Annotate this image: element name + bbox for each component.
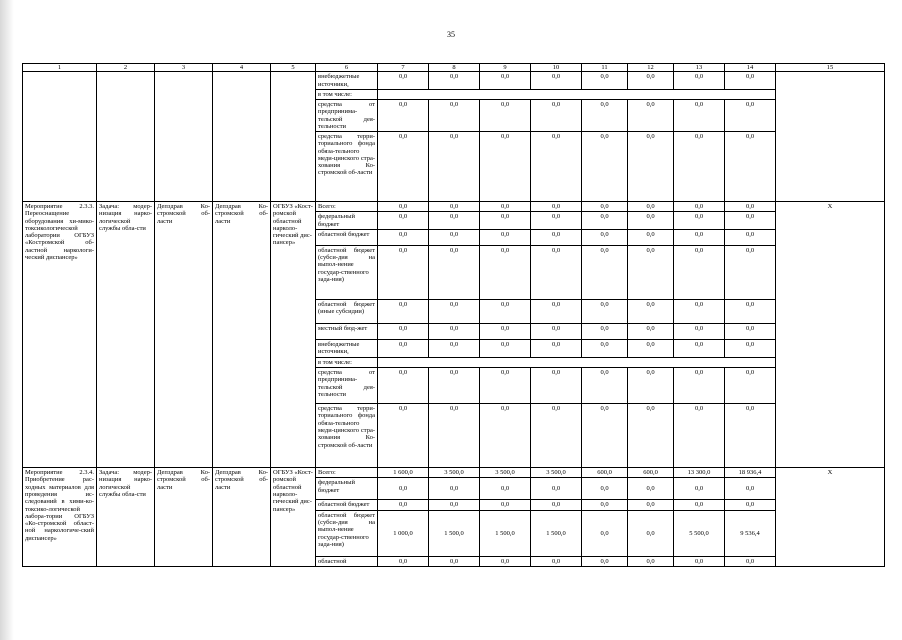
measure-customer: Депздрав Ко-стромской об-ласти [155,468,213,567]
value-cell: 0,0 [674,339,725,357]
value-cell: 0,0 [628,72,674,90]
column-header-7: 7 [378,64,429,72]
value-cell: 0,0 [531,72,582,90]
value-cell: 0,0 [725,323,776,339]
value-cell: 0,0 [582,245,628,299]
funding-source: средства от предпринима-тельской дея-тельности [316,100,378,132]
result-cell-col15: X [776,202,885,468]
value-cell: 0,0 [628,229,674,245]
value-cell: 0,0 [725,404,776,468]
value-cell: 0,0 [480,299,531,323]
value-cell: 0,0 [674,500,725,510]
value-cell: 0,0 [480,556,531,566]
value-cell: 0,0 [582,229,628,245]
scan-edge-shadow [0,0,14,640]
value-cell: 0,0 [429,478,480,500]
value-cell: 3 500,0 [531,468,582,478]
continuation-cell-col15 [776,72,885,202]
value-cell: 1 500,0 [429,510,480,556]
table-row [23,72,885,90]
value-cell: 0,0 [378,132,429,202]
value-cell: 0,0 [378,500,429,510]
value-cell: 0,0 [582,202,628,212]
column-header-2: 2 [97,64,155,72]
funding-source: средства от предпринима-тельской дея-тельности [316,368,378,404]
value-cell: 1 600,0 [378,468,429,478]
funding-source: областной бюджет (субси-дия на выпол-нение государ-ственного зада-ния) [316,245,378,299]
funding-source: в том числе: [316,357,378,367]
value-cell: 0,0 [429,404,480,468]
value-cell: 0,0 [531,202,582,212]
value-cell: 0,0 [480,323,531,339]
value-cell: 13 300,0 [674,468,725,478]
value-cell: 0,0 [480,500,531,510]
continuation-cell-col4 [213,72,271,202]
value-cell: 0,0 [628,500,674,510]
value-cell: 0,0 [378,229,429,245]
column-header-3: 3 [155,64,213,72]
funding-source: областной бюджет (иные субсидии) [316,299,378,323]
value-cell: 0,0 [628,339,674,357]
funding-source: областной бюджет (субси-дия на выпол-нение государ-ственного зада-ния) [316,510,378,556]
column-header-15: 15 [776,64,885,72]
value-cell: 0,0 [429,500,480,510]
value-cell: 0,0 [378,245,429,299]
value-cell: 0,0 [480,404,531,468]
value-cell: 0,0 [480,100,531,132]
funding-source: областной бюджет [316,500,378,510]
value-cell: 0,0 [725,229,776,245]
value-cell: 0,0 [429,245,480,299]
value-cell: 0,0 [725,556,776,566]
value-cell: 0,0 [531,404,582,468]
value-cell: 600,0 [582,468,628,478]
value-cell: 0,0 [480,72,531,90]
measure-executor: ОГБУЗ «Кост-ромской областной нарколо-гический дис-пансер» [271,202,316,468]
measure-task: Задача: модер-низация нарко-логической службы обла-сти [97,468,155,567]
result-cell-col15: X [776,468,885,567]
measure-customer: Депздрав Ко-стромской об-ласти [155,202,213,468]
value-cell: 0,0 [674,132,725,202]
value-cell: 0,0 [429,100,480,132]
value-cell: 0,0 [531,132,582,202]
value-cell: 0,0 [531,500,582,510]
continuation-cell-col5 [271,72,316,202]
empty-subheading-span [378,89,776,99]
value-cell: 0,0 [674,100,725,132]
funding-source: федеральный бюджет [316,478,378,500]
value-cell: 0,0 [429,132,480,202]
value-cell: 0,0 [725,202,776,212]
table-row [23,468,885,478]
value-cell: 0,0 [480,478,531,500]
value-cell: 0,0 [628,132,674,202]
value-cell: 0,0 [378,556,429,566]
value-cell: 0,0 [582,100,628,132]
value-cell: 0,0 [378,339,429,357]
value-cell: 0,0 [378,478,429,500]
value-cell: 0,0 [531,212,582,230]
value-cell: 0,0 [378,202,429,212]
value-cell: 0,0 [582,339,628,357]
value-cell: 600,0 [628,468,674,478]
value-cell: 0,0 [725,339,776,357]
value-cell: 1 500,0 [531,510,582,556]
value-cell: 0,0 [725,100,776,132]
column-header-10: 10 [531,64,582,72]
value-cell: 0,0 [628,202,674,212]
funding-source: областной [316,556,378,566]
measure-task: Задача: модер-низация нарко-логической службы обла-сти [97,202,155,468]
value-cell: 0,0 [628,404,674,468]
column-header-4: 4 [213,64,271,72]
column-header-8: 8 [429,64,480,72]
value-cell: 0,0 [725,245,776,299]
value-cell: 0,0 [531,368,582,404]
column-header-11: 11 [582,64,628,72]
value-cell: 0,0 [725,500,776,510]
continuation-cell-col1 [23,72,97,202]
value-cell: 0,0 [531,229,582,245]
value-cell: 3 500,0 [480,468,531,478]
value-cell: 0,0 [531,478,582,500]
value-cell: 0,0 [674,323,725,339]
value-cell: 0,0 [378,404,429,468]
value-cell: 0,0 [628,478,674,500]
value-cell: 0,0 [582,368,628,404]
value-cell: 0,0 [674,212,725,230]
value-cell: 0,0 [628,323,674,339]
value-cell: 0,0 [674,229,725,245]
value-cell: 0,0 [531,339,582,357]
value-cell: 0,0 [582,212,628,230]
value-cell: 0,0 [725,368,776,404]
funding-source: Всего: [316,468,378,478]
measure-name: Мероприятие 2.3.4. Приобретение рас-ходных материалов для проведения ис-следований в хими-ко-токсико-логической лабора-тории ОГБУЗ «Ко-стромской област-ной наркологиче-ский диспансер» [23,468,97,567]
funding-source: внебюджетные источники, [316,339,378,357]
value-cell: 0,0 [480,229,531,245]
funding-source: внебюджетные источники, [316,72,378,90]
value-cell: 0,0 [674,404,725,468]
value-cell: 0,0 [674,556,725,566]
value-cell: 0,0 [674,202,725,212]
column-header-12: 12 [628,64,674,72]
value-cell: 0,0 [628,245,674,299]
value-cell: 0,0 [674,478,725,500]
continuation-cell-col3 [155,72,213,202]
value-cell: 0,0 [531,299,582,323]
value-cell: 0,0 [378,212,429,230]
value-cell: 5 500,0 [674,510,725,556]
value-cell: 0,0 [429,556,480,566]
measure-coexecutor: Депздрав Ко-стромской об-ласти [213,468,271,567]
funding-source: местный бюд-жет [316,323,378,339]
column-header-6: 6 [316,64,378,72]
measure-executor: ОГБУЗ «Кост-ромской областной нарколо-гический дис-пансер» [271,468,316,567]
column-header-1: 1 [23,64,97,72]
value-cell: 0,0 [582,132,628,202]
value-cell: 0,0 [429,212,480,230]
value-cell: 0,0 [628,100,674,132]
value-cell: 0,0 [378,72,429,90]
value-cell: 3 500,0 [429,468,480,478]
measure-name: Мероприятие 2.3.3. Переоснащение оборудования хи-мико-токсикологической лаборатории ОГБУЗ «Костромской об-ластной наркологи-ческий диспансер» [23,202,97,468]
value-cell: 9 536,4 [725,510,776,556]
value-cell: 0,0 [628,368,674,404]
value-cell: 0,0 [429,72,480,90]
value-cell: 0,0 [582,556,628,566]
funding-source: Всего: [316,202,378,212]
value-cell: 0,0 [725,478,776,500]
value-cell: 0,0 [674,245,725,299]
value-cell: 0,0 [531,100,582,132]
value-cell: 0,0 [725,132,776,202]
value-cell: 0,0 [582,478,628,500]
value-cell: 0,0 [378,368,429,404]
value-cell: 0,0 [429,323,480,339]
value-cell: 0,0 [531,556,582,566]
value-cell: 0,0 [725,72,776,90]
value-cell: 1 500,0 [480,510,531,556]
value-cell: 1 000,0 [378,510,429,556]
value-cell: 0,0 [429,202,480,212]
column-header-9: 9 [480,64,531,72]
value-cell: 0,0 [582,510,628,556]
table-row [23,202,885,212]
value-cell: 0,0 [480,368,531,404]
value-cell: 0,0 [725,212,776,230]
value-cell: 0,0 [531,323,582,339]
value-cell: 0,0 [378,323,429,339]
funding-source: областной бюджет [316,229,378,245]
value-cell: 0,0 [429,339,480,357]
column-header-5: 5 [271,64,316,72]
value-cell: 0,0 [480,212,531,230]
column-number-row [23,64,885,72]
funding-source: средства терри-ториального фонда обяза-тельного меди-цинского стра-хования Ко-стромской об-ласти [316,404,378,468]
value-cell: 0,0 [628,299,674,323]
empty-subheading-span [378,357,776,367]
value-cell: 0,0 [582,72,628,90]
value-cell: 0,0 [531,245,582,299]
column-header-14: 14 [725,64,776,72]
value-cell: 0,0 [582,500,628,510]
value-cell: 0,0 [429,299,480,323]
continuation-cell-col2 [97,72,155,202]
value-cell: 0,0 [429,368,480,404]
value-cell: 0,0 [628,510,674,556]
value-cell: 0,0 [480,202,531,212]
value-cell: 0,0 [582,323,628,339]
value-cell: 0,0 [628,212,674,230]
funding-source: средства терри-ториального фонда обяза-тельного меди-цинского стра-хования Ко-стромской об-ласти [316,132,378,202]
value-cell: 0,0 [480,339,531,357]
value-cell: 0,0 [674,368,725,404]
value-cell: 0,0 [582,404,628,468]
column-header-13: 13 [674,64,725,72]
value-cell: 0,0 [725,299,776,323]
funding-source: федеральный бюджет [316,212,378,230]
value-cell: 18 936,4 [725,468,776,478]
value-cell: 0,0 [674,72,725,90]
program-table [22,63,885,567]
value-cell: 0,0 [378,100,429,132]
page-number: 35 [447,30,455,39]
value-cell: 0,0 [378,299,429,323]
value-cell: 0,0 [429,229,480,245]
value-cell: 0,0 [582,299,628,323]
value-cell: 0,0 [480,132,531,202]
value-cell: 0,0 [674,299,725,323]
measure-coexecutor: Депздрав Ко-стромской об-ласти [213,202,271,468]
value-cell: 0,0 [480,245,531,299]
funding-source: в том числе: [316,89,378,99]
value-cell: 0,0 [628,556,674,566]
